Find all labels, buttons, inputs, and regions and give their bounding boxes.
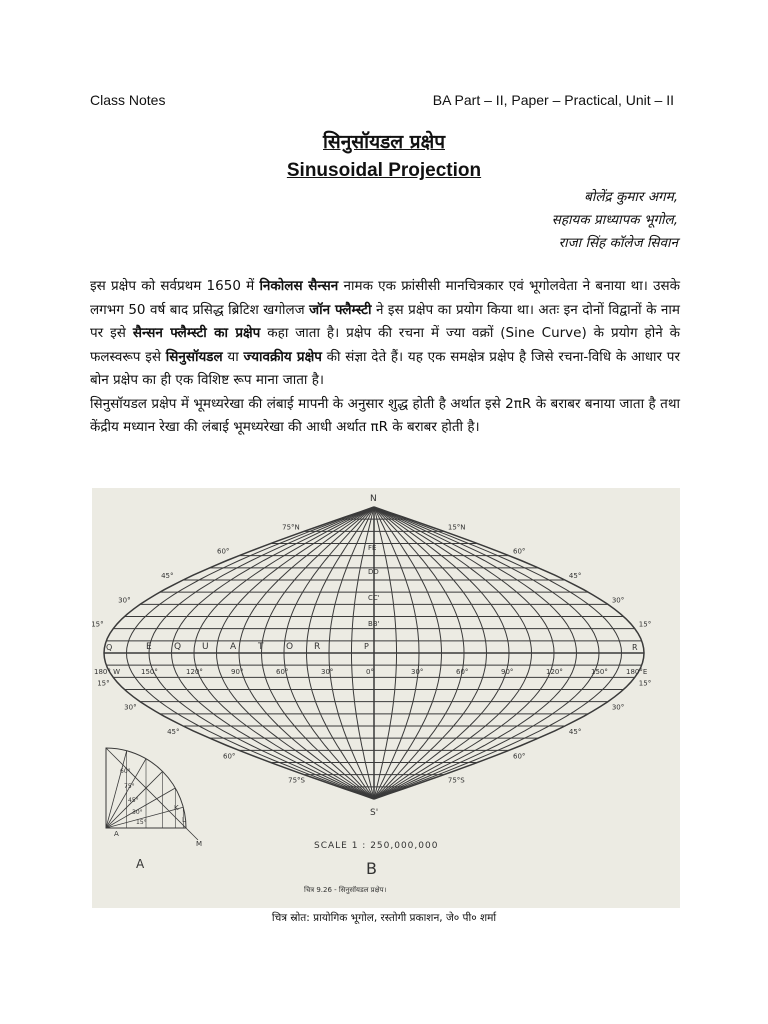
north-pole-label: N	[370, 494, 377, 504]
latitude-label: 15°	[638, 679, 652, 688]
equator-letter: A	[230, 642, 237, 652]
longitude-label: 90°	[501, 668, 514, 676]
para1-bold-4: सिनुसॉयडल	[165, 348, 223, 365]
figure-number-caption: चित्र 9.26 - सिनुसॉयडल प्रक्षेप।	[304, 886, 387, 894]
header-right: BA Part – II, Paper – Practical, Unit – II	[432, 92, 674, 108]
latitude-label: 75°N	[282, 523, 300, 532]
construction-point-label: M	[196, 840, 203, 848]
center-point-label: P	[364, 642, 369, 651]
construction-point-label: L	[182, 816, 186, 824]
figure-sinusoidal-projection	[92, 488, 680, 908]
latitude-label: 60°	[217, 547, 230, 556]
para1-bold-2: जॉन फ्लैम्स्टी	[309, 301, 372, 318]
para1-bold-5: ज्यावक्रीय प्रक्षेप	[243, 348, 322, 365]
longitude-label: 120°	[186, 668, 203, 676]
para1-text-4: कहा जाता है। प्रक्षेप की रचना में ज्या वक्रों (Sine Curve) के प्रयोग होने के फलस्वरूप इसे	[90, 325, 681, 365]
longitude-label: 150°	[141, 668, 158, 676]
latitude-label: 15°	[638, 620, 652, 629]
construction-angle-label: 60°	[120, 768, 131, 775]
equator-letter: T	[258, 642, 264, 652]
equator-end-left: Q	[106, 643, 113, 652]
body-text	[90, 275, 680, 440]
latitude-label: 30°	[124, 703, 137, 712]
scale-label: SCALE 1 : 250,000,000	[314, 841, 439, 851]
longitude-label: 30°	[411, 668, 424, 676]
south-pole-label: S'	[370, 808, 379, 818]
latitude-label: 60°	[513, 547, 526, 556]
subfigure-a-label: A	[136, 857, 145, 871]
longitude-label-west: 180° W	[94, 668, 121, 676]
latitude-label: 45°	[568, 572, 582, 580]
latitude-label: 30°	[611, 703, 625, 712]
para1-bold-1: निकोलस सैन्सन	[259, 278, 339, 294]
latitude-label: 30°	[611, 596, 625, 605]
longitude-label: 180°E	[626, 668, 648, 676]
construction-hypotenuse	[106, 748, 198, 840]
longitude-label: 30°	[321, 668, 334, 676]
longitude-label: 0°	[366, 668, 374, 676]
equator-end-right: R	[632, 643, 638, 652]
construction-point-label: A	[114, 830, 119, 838]
latitude-label: 60°	[223, 752, 236, 761]
page-title-english: Sinusoidal Projection	[286, 160, 482, 181]
longitude-label: 120°	[546, 668, 563, 676]
central-meridian-label: FE	[368, 544, 377, 552]
para1-text-1: इस प्रक्षेप को सर्वप्रथम 1650 में	[90, 278, 260, 294]
para1-text-3: ने इस प्रक्षेप का प्रयोग किया था। अतः इन दोनों विद्वानों के नाम पर इसे	[90, 301, 680, 341]
longitude-label: 90°	[231, 668, 244, 676]
figure-drawing	[92, 488, 680, 908]
header-left: Class Notes	[90, 92, 166, 108]
paragraph-2: सिनुसॉयडल प्रक्षेप में भूमध्यरेखा की लंबाई मापनी के अनुसार शुद्ध होती है अर्थात इसे 2πR के बराबर बनाया जाता है तथा केंद्रीय मध्यान रेखा की लंबाई भूमध्यरेखा की आधी अर्थात πR के बराबर होती है।	[90, 395, 680, 435]
longitude-label: 60°	[456, 668, 469, 676]
latitude-label: 15°	[92, 620, 104, 629]
longitude-label: 60°	[276, 668, 289, 676]
para1-text-6: की संज्ञा देते हैं। यह एक समक्षेत्र प्रक्षेप है जिसे रचना-विधि के आधार पर बोन प्रक्षेप का ही एक विशिष्ट रूप माना जाता है।	[90, 348, 680, 388]
page-title-hindi: सिनुसॉयडल प्रक्षेप	[323, 131, 445, 153]
latitude-label: 15°N	[447, 523, 466, 532]
author-name: बोलेंद्र कुमार अगम,	[584, 189, 678, 205]
author-college: राजा सिंह कॉलेज सिवान	[558, 235, 678, 251]
author-designation: सहायक प्राध्यापक भूगोल,	[551, 212, 678, 228]
latitude-label: 30°	[118, 596, 131, 605]
para1-bold-3: सैन्सन फ्लैम्स्टी का प्रक्षेप	[132, 325, 261, 341]
construction-point-label: K	[174, 804, 179, 812]
paragraph-1	[90, 275, 680, 393]
latitude-label: 45°	[167, 728, 180, 736]
latitude-label: 45°	[568, 728, 582, 736]
para1-text-5: या	[222, 348, 244, 365]
longitude-label: 150°	[591, 668, 608, 676]
figure-source-caption: चित्र स्रोत: प्रायोगिक भूगोल, रस्तोगी प्रकाशन, जे० पी० शर्मा	[271, 912, 497, 924]
construction-angle-label: 75°	[124, 783, 135, 790]
subfigure-b-label: B	[366, 859, 377, 878]
latitude-label: 15°	[97, 679, 110, 688]
para1-text-2: नामक एक फ्रांसीसी मानचित्रकार एवं भूगोलवेता ने बनाया था। उसके लगभग 50 वर्ष बाद प्रसिद्ध ब्रिटिश खगोलज	[90, 278, 680, 318]
latitude-label: 75°S	[447, 776, 465, 785]
equator-letter: U	[202, 642, 209, 652]
central-meridian-label: DD	[368, 568, 379, 576]
construction-angle-label: 15°	[136, 819, 147, 826]
latitude-label: 60°	[513, 752, 526, 761]
central-meridian-label: CC'	[368, 594, 380, 602]
equator-letter: Q	[174, 642, 182, 652]
construction-angle-label: 45°	[128, 797, 139, 804]
equator-letter: O	[286, 642, 294, 652]
latitude-label: 75°S	[288, 776, 305, 785]
latitude-label: 45°	[161, 572, 174, 580]
equator-letter: E	[146, 642, 152, 652]
equator-letter: R	[314, 642, 321, 652]
central-meridian-label: BB'	[368, 620, 380, 628]
construction-angle-label: 30°	[132, 809, 143, 816]
author-block	[552, 186, 678, 255]
